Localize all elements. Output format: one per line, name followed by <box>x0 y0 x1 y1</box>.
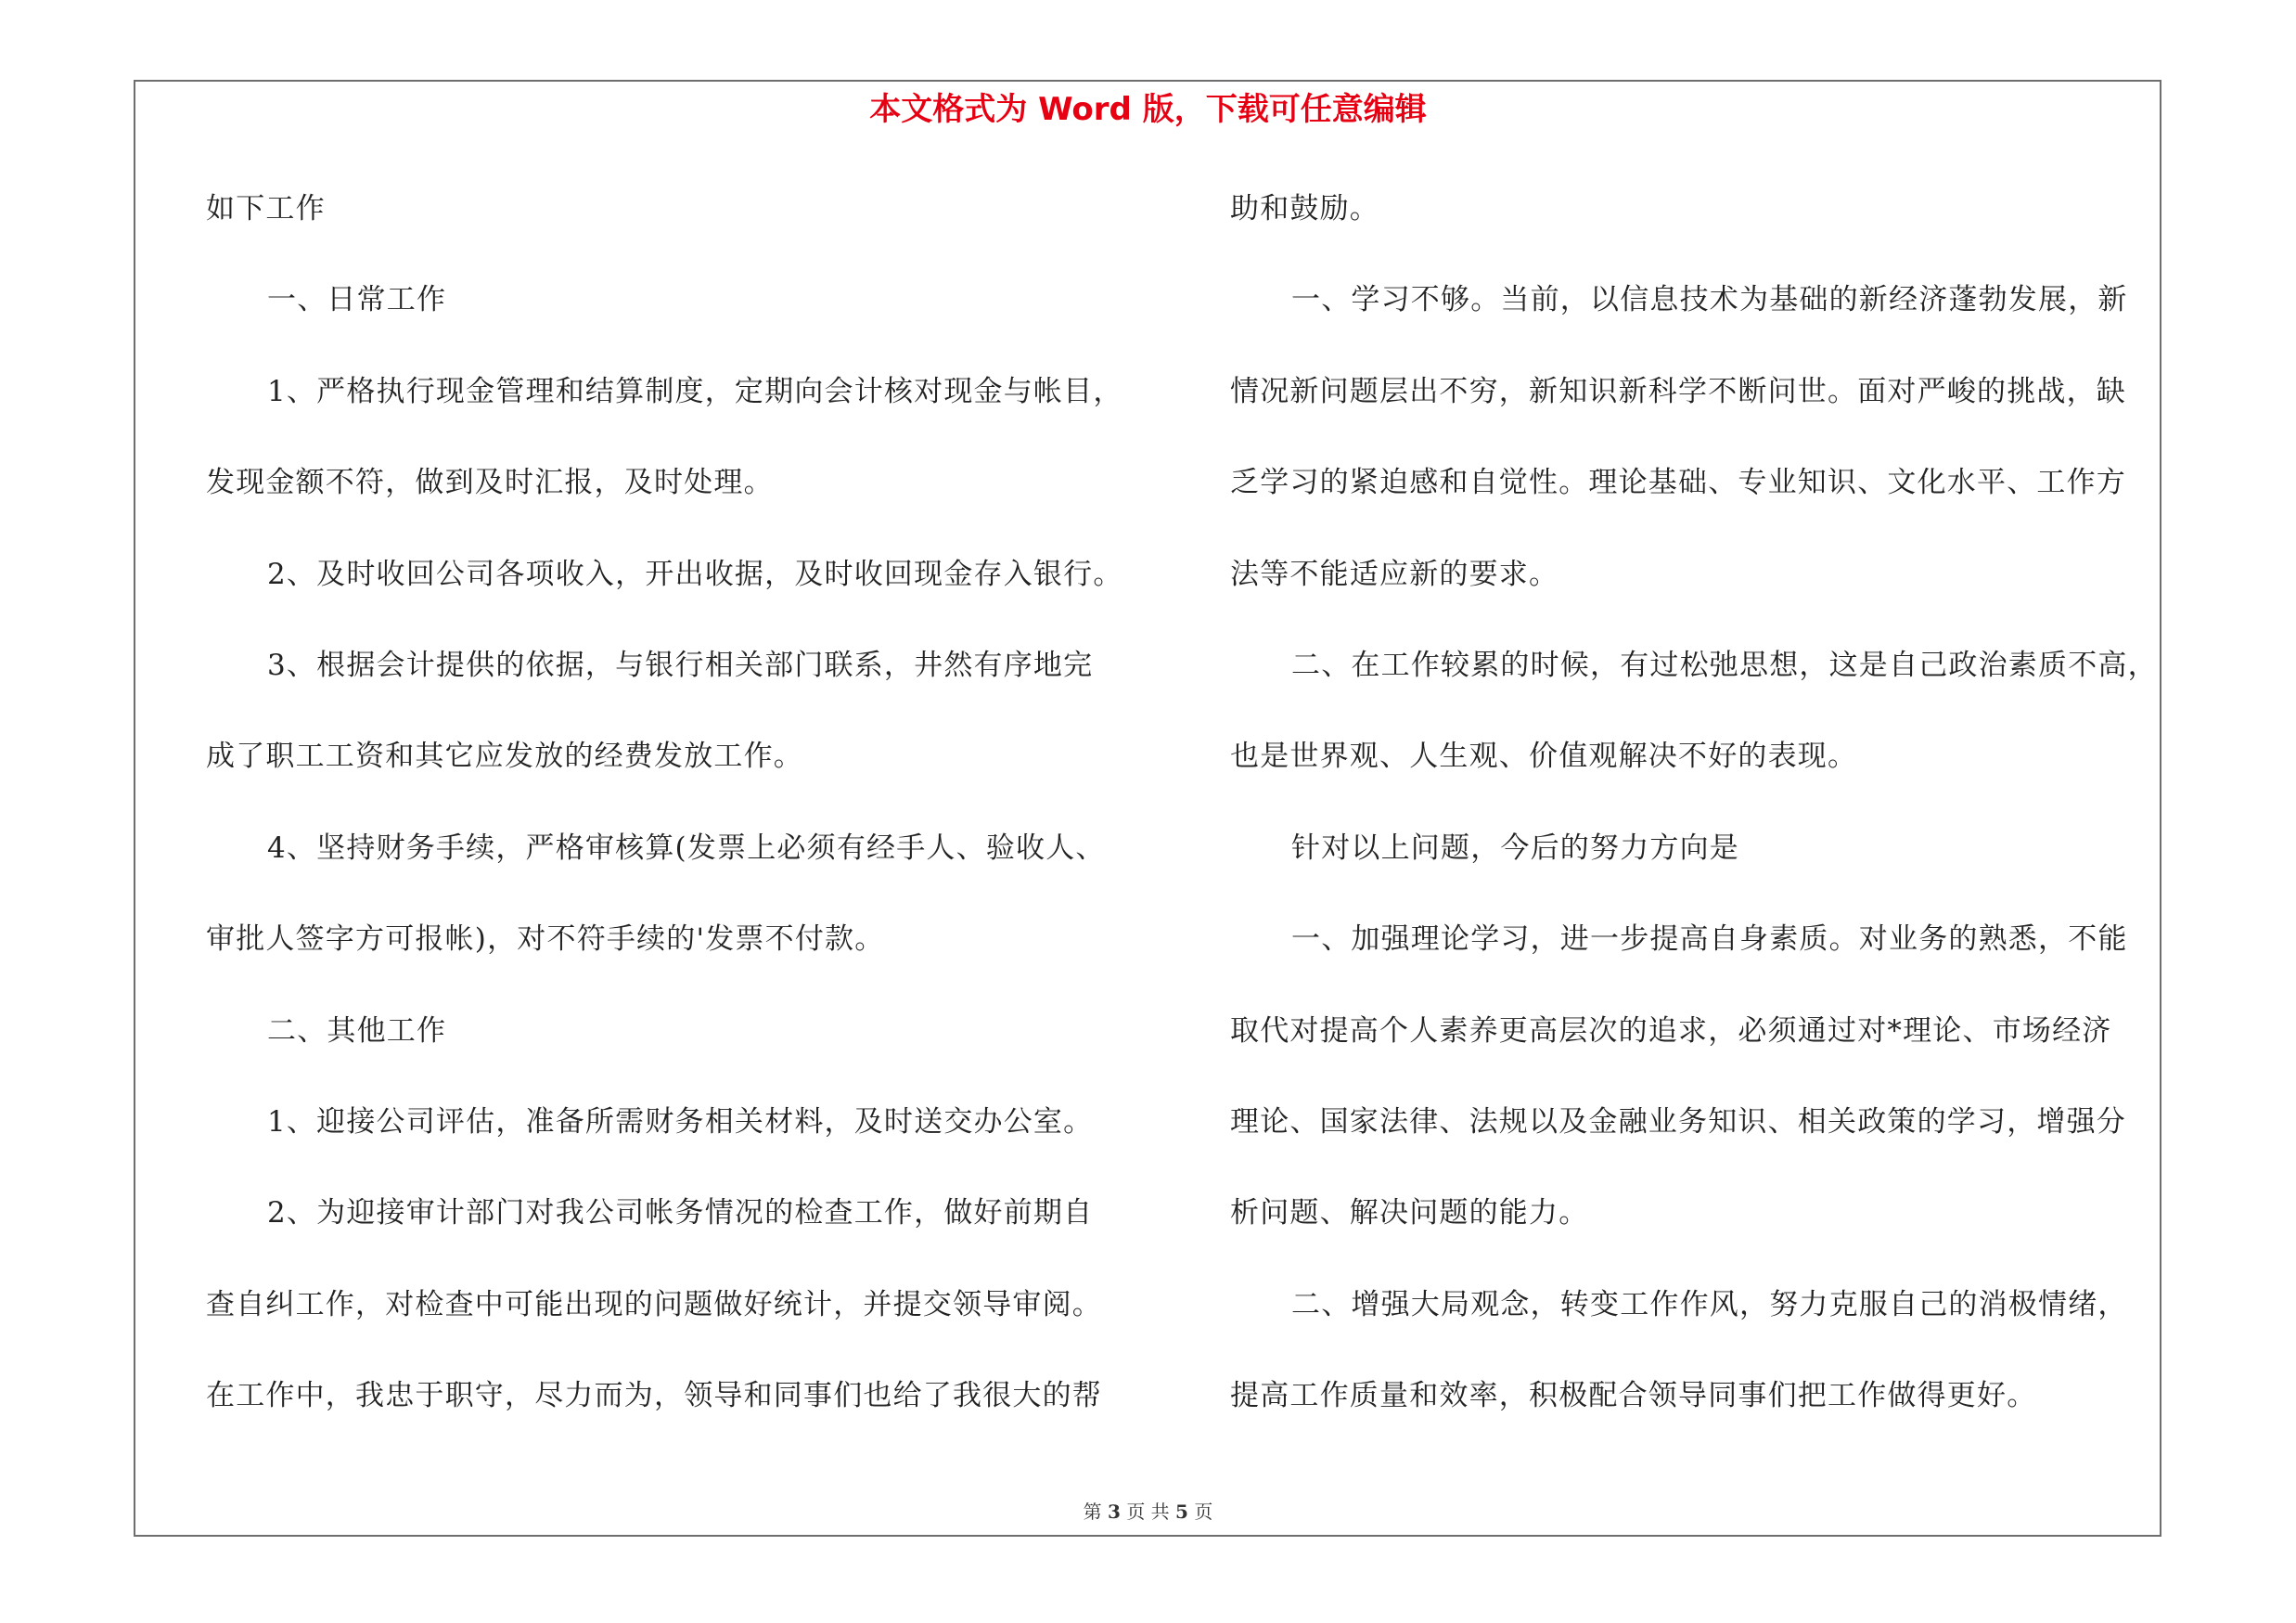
paragraph-line: 查自纠工作，对检查中可能出现的问题做好统计，并提交领导审阅。 <box>206 1287 1102 1321</box>
paragraph-line: 如下工作 <box>206 192 326 225</box>
paragraph-line: 析问题、解决问题的能力。 <box>1230 1196 1589 1230</box>
paragraph-line: 发现金额不符，做到及时汇报，及时处理。 <box>206 466 774 500</box>
paragraph-line: 情况新问题层出不穷，新知识新科学不断问世。面对严峻的挑战，缺 <box>1230 374 2126 408</box>
paragraph-line: 法等不能适应新的要求。 <box>1230 557 1559 591</box>
paragraph-line: 1、严格执行现金管理和结算制度，定期向会计核对现金与帐目， <box>267 374 1123 408</box>
paragraph-line: 一、学习不够。当前，以信息技术为基础的新经济蓬勃发展，新 <box>1291 283 2128 317</box>
right-column <box>1230 181 2158 1459</box>
paragraph-line: 1、迎接公司评估，准备所需财务相关材料，及时送交办公室。 <box>267 1104 1094 1139</box>
paragraph-line: 2、为迎接审计部门对我公司帐务情况的检查工作，做好前期自 <box>267 1196 1094 1230</box>
paragraph-line: 取代对提高个人素养更高层次的追求，必须通过对*理论、市场经济 <box>1230 1013 2112 1048</box>
paragraph-line: 一、加强理论学习，进一步提高自身素质。对业务的熟悉，不能 <box>1291 922 2128 957</box>
current-page-number: 3 <box>1108 1501 1121 1523</box>
footer-suffix: 页 <box>1194 1501 1213 1523</box>
paragraph-line: 提高工作质量和效率，积极配合领导同事们把工作做得更好。 <box>1230 1379 2037 1413</box>
paragraph-line: 3、根据会计提供的依据，与银行相关部门联系，井然有序地完 <box>267 648 1094 682</box>
page-number-footer <box>0 1497 2296 1524</box>
footer-middle: 页 共 <box>1126 1501 1170 1523</box>
header-banner: 本文格式为 Word 版，下载可任意编辑 <box>869 91 1427 128</box>
paragraph-line: 理论、国家法律、法规以及金融业务知识、相关政策的学习，增强分 <box>1230 1104 2126 1139</box>
paragraph-line: 2、及时收回公司各项收入，开出收据，及时收回现金存入银行。 <box>267 557 1123 591</box>
footer-prefix: 第 <box>1083 1501 1102 1523</box>
left-column <box>206 181 1152 1459</box>
paragraph-line: 乏学习的紧迫感和自觉性。理论基础、专业知识、文化水平、工作方 <box>1230 466 2126 500</box>
paragraph-line: 助和鼓励。 <box>1230 192 1379 225</box>
paragraph-line: 二、在工作较累的时候，有过松弛思想，这是自己政治素质不高， <box>1291 648 2158 682</box>
paragraph-line: 4、坚持财务手续，严格审核算(发票上必须有经手人、验收人、 <box>267 831 1106 865</box>
paragraph-line: 针对以上问题，今后的努力方向是 <box>1291 831 1739 865</box>
total-page-count: 5 <box>1175 1501 1188 1523</box>
section-heading: 二、其他工作 <box>267 1013 447 1048</box>
paragraph-line: 成了职工工资和其它应发放的经费发放工作。 <box>206 740 803 774</box>
section-heading: 一、日常工作 <box>267 283 447 317</box>
paragraph-line: 审批人签字方可报帐)，对不符手续的'发票不付款。 <box>206 922 885 957</box>
paragraph-line: 二、增强大局观念，转变工作作风，努力克服自己的消极情绪， <box>1291 1287 2128 1321</box>
paragraph-line: 在工作中，我忠于职守，尽力而为，领导和同事们也给了我很大的帮 <box>206 1379 1102 1413</box>
paragraph-line: 也是世界观、人生观、价值观解决不好的表现。 <box>1230 740 1858 774</box>
